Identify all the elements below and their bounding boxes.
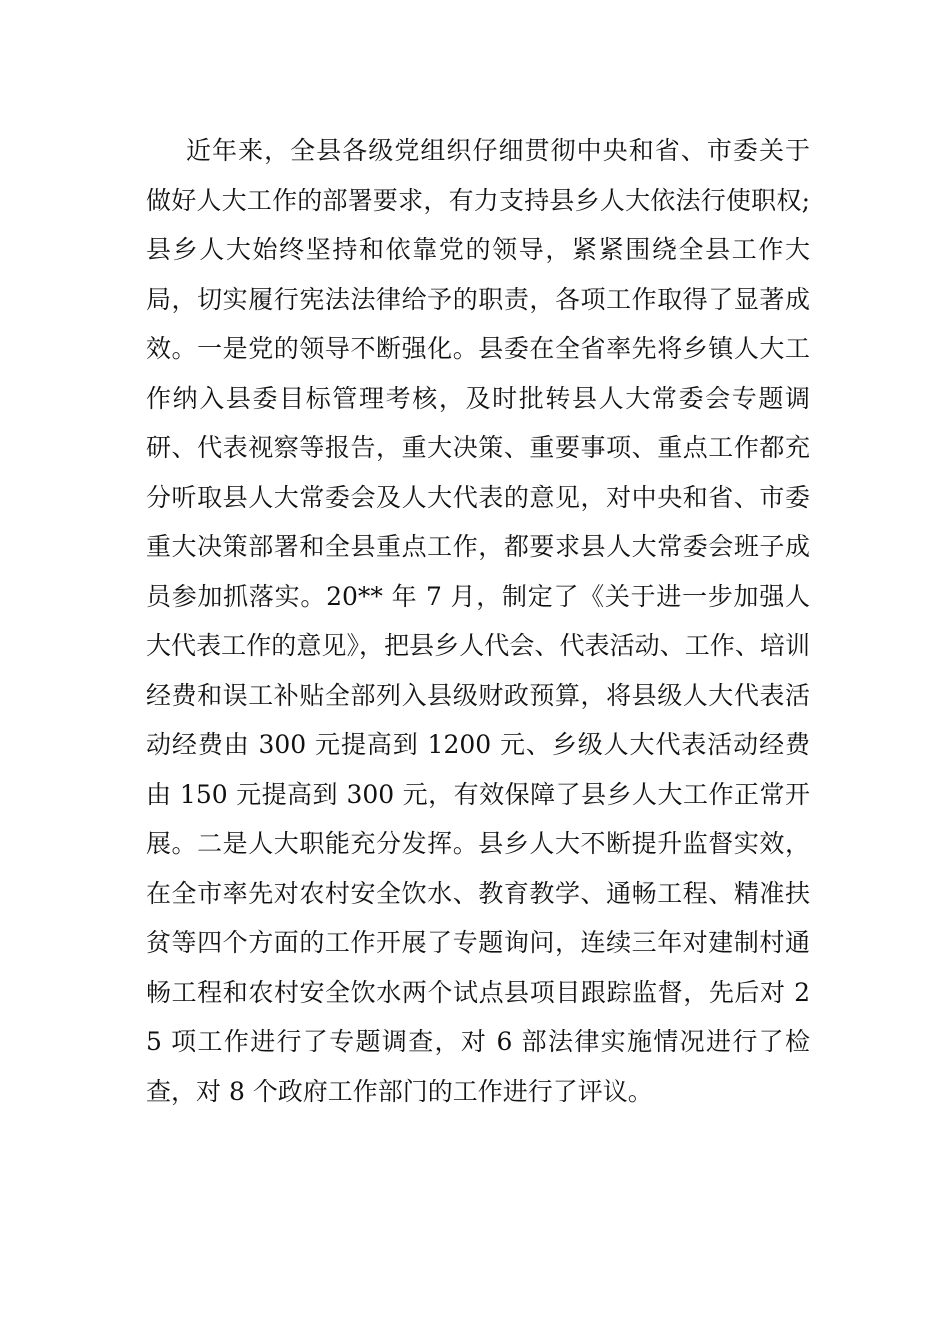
body-paragraph: 近年来，全县各级党组织仔细贯彻中央和省、市委关于做好人大工作的部署要求，有力支持县乡人大依法行使职权;县乡人大始终坚持和依靠党的领导，紧紧围绕全县工作大局，切实履行宪法法律给予的职责，各项工作取得了显著成效。一是党的领导不断强化。县委在全省率先将乡镇人大工作纳入县委目标管理考核，及时批转县人大常委会专题调研、代表视察等报告，重大决策、重要事项、重点工作都充分听取县人大常委会及人大代表的意见，对中央和省、市委重大决策部署和全县重点工作，都要求县人大常委会班子成员参加抓落实。20** 年 7 月，制定了《关于进一步加强人大代表工作的意见》，把县乡人代会、代表活动、工作、培训经费和误工补贴全部列入县级财政预算，将县级人大代表活动经费由 300 元提高到 1200 元、乡级人大代表活动经费由 150 元提高到 300 元，有效保障了县乡人大工作正常开展。二是人大职能充分发挥。县乡人大不断提升监督实效，在全市率先对农村安全饮水、教育教学、通畅工程、精准扶贫等四个方面的工作开展了专题询问，连续三年对建制村通畅工程和农村安全饮水两个试点县项目跟踪监督，先后对 25 项工作进行了专题调查，对 6 部法律实施情况进行了检查，对 8 个政府工作部门的工作进行了评议。 <box>146 136 810 1106</box>
